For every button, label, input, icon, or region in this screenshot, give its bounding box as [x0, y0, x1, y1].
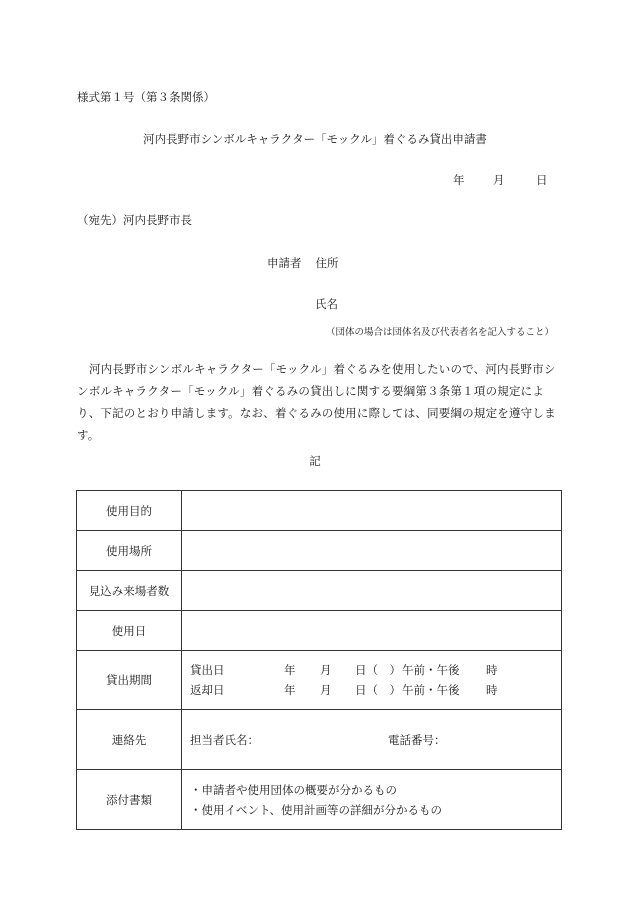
return-ampm-label: 午前・午後 — [402, 683, 460, 697]
applicant-label: 申請者 — [267, 256, 302, 270]
address-label: 住所 — [315, 256, 339, 270]
applicant-address-line — [267, 255, 339, 271]
form-number: 様式第１号（第３条関係） — [77, 90, 215, 104]
return-date-label: 返却日 — [190, 683, 225, 697]
table-row — [77, 770, 562, 830]
return-year-label: 年 — [284, 683, 296, 697]
purpose-label: 使用目的 — [77, 491, 182, 531]
lend-year-label: 年 — [284, 663, 296, 677]
lend-day-label: 日（ ） — [355, 663, 401, 677]
purpose-field[interactable] — [182, 491, 562, 531]
date-line — [453, 172, 548, 188]
applicant-name-label: 氏名 — [315, 297, 338, 311]
table-row — [77, 571, 562, 611]
return-day-label: 日（ ） — [355, 683, 401, 697]
table-row — [77, 531, 562, 571]
table-row — [77, 651, 562, 710]
table-row — [77, 710, 562, 770]
date-month-label: 月 — [493, 173, 505, 187]
body-text: 河内長野市シンボルキャラクター「モックル」着ぐるみを使用したいので、河内長野市シンボルキャラクター「モックル」着ぐるみの貸出しに関する要綱第３条第１項の規定により、下記のとおり申請します。なお、着ぐるみの使用に際しては、同要綱の規定を遵守します。 — [77, 362, 556, 442]
contact-label: 連絡先 — [77, 710, 182, 770]
phone-label: 電話番号： — [388, 732, 446, 747]
ki-heading: 記 — [309, 454, 321, 468]
table-row — [77, 611, 562, 651]
return-date-line — [190, 680, 561, 700]
attachments-label: 添付書類 — [77, 770, 182, 830]
use-date-label: 使用日 — [77, 611, 182, 651]
contact-field[interactable] — [182, 710, 562, 770]
place-field[interactable] — [182, 531, 562, 571]
lend-date-label: 貸出日 — [190, 663, 225, 677]
table-row — [77, 491, 562, 531]
attachments-field — [182, 770, 562, 830]
attachment-item: ・使用イベント、使用計画等の詳細が分かるもの — [190, 802, 442, 817]
application-table — [76, 490, 562, 830]
addressee: （宛先）河内長野市長 — [77, 213, 192, 227]
visitors-label: 見込み来場者数 — [77, 571, 182, 611]
lend-hour-label: 時 — [486, 663, 498, 677]
place-label: 使用場所 — [77, 531, 182, 571]
attachment-item: ・申請者や使用団体の概要が分かるもの — [190, 782, 397, 797]
lend-date-line — [190, 660, 561, 680]
return-month-label: 月 — [320, 683, 332, 697]
period-field[interactable] — [182, 651, 562, 710]
lend-ampm-label: 午前・午後 — [402, 663, 460, 677]
date-year-label: 年 — [453, 173, 465, 187]
period-label: 貸出期間 — [77, 651, 182, 710]
return-hour-label: 時 — [486, 683, 498, 697]
lend-month-label: 月 — [320, 663, 332, 677]
use-date-field[interactable] — [182, 611, 562, 651]
visitors-field[interactable] — [182, 571, 562, 611]
person-name-label: 担当者氏名： — [190, 732, 259, 747]
date-day-label: 日 — [536, 173, 548, 187]
contact-line — [190, 730, 561, 750]
document-title: 河内長野市シンボルキャラクター「モックル」着ぐるみ貸出申請書 — [143, 132, 487, 146]
applicant-note: （団体の場合は団体名及び代表者名を記入すること） — [326, 327, 555, 338]
